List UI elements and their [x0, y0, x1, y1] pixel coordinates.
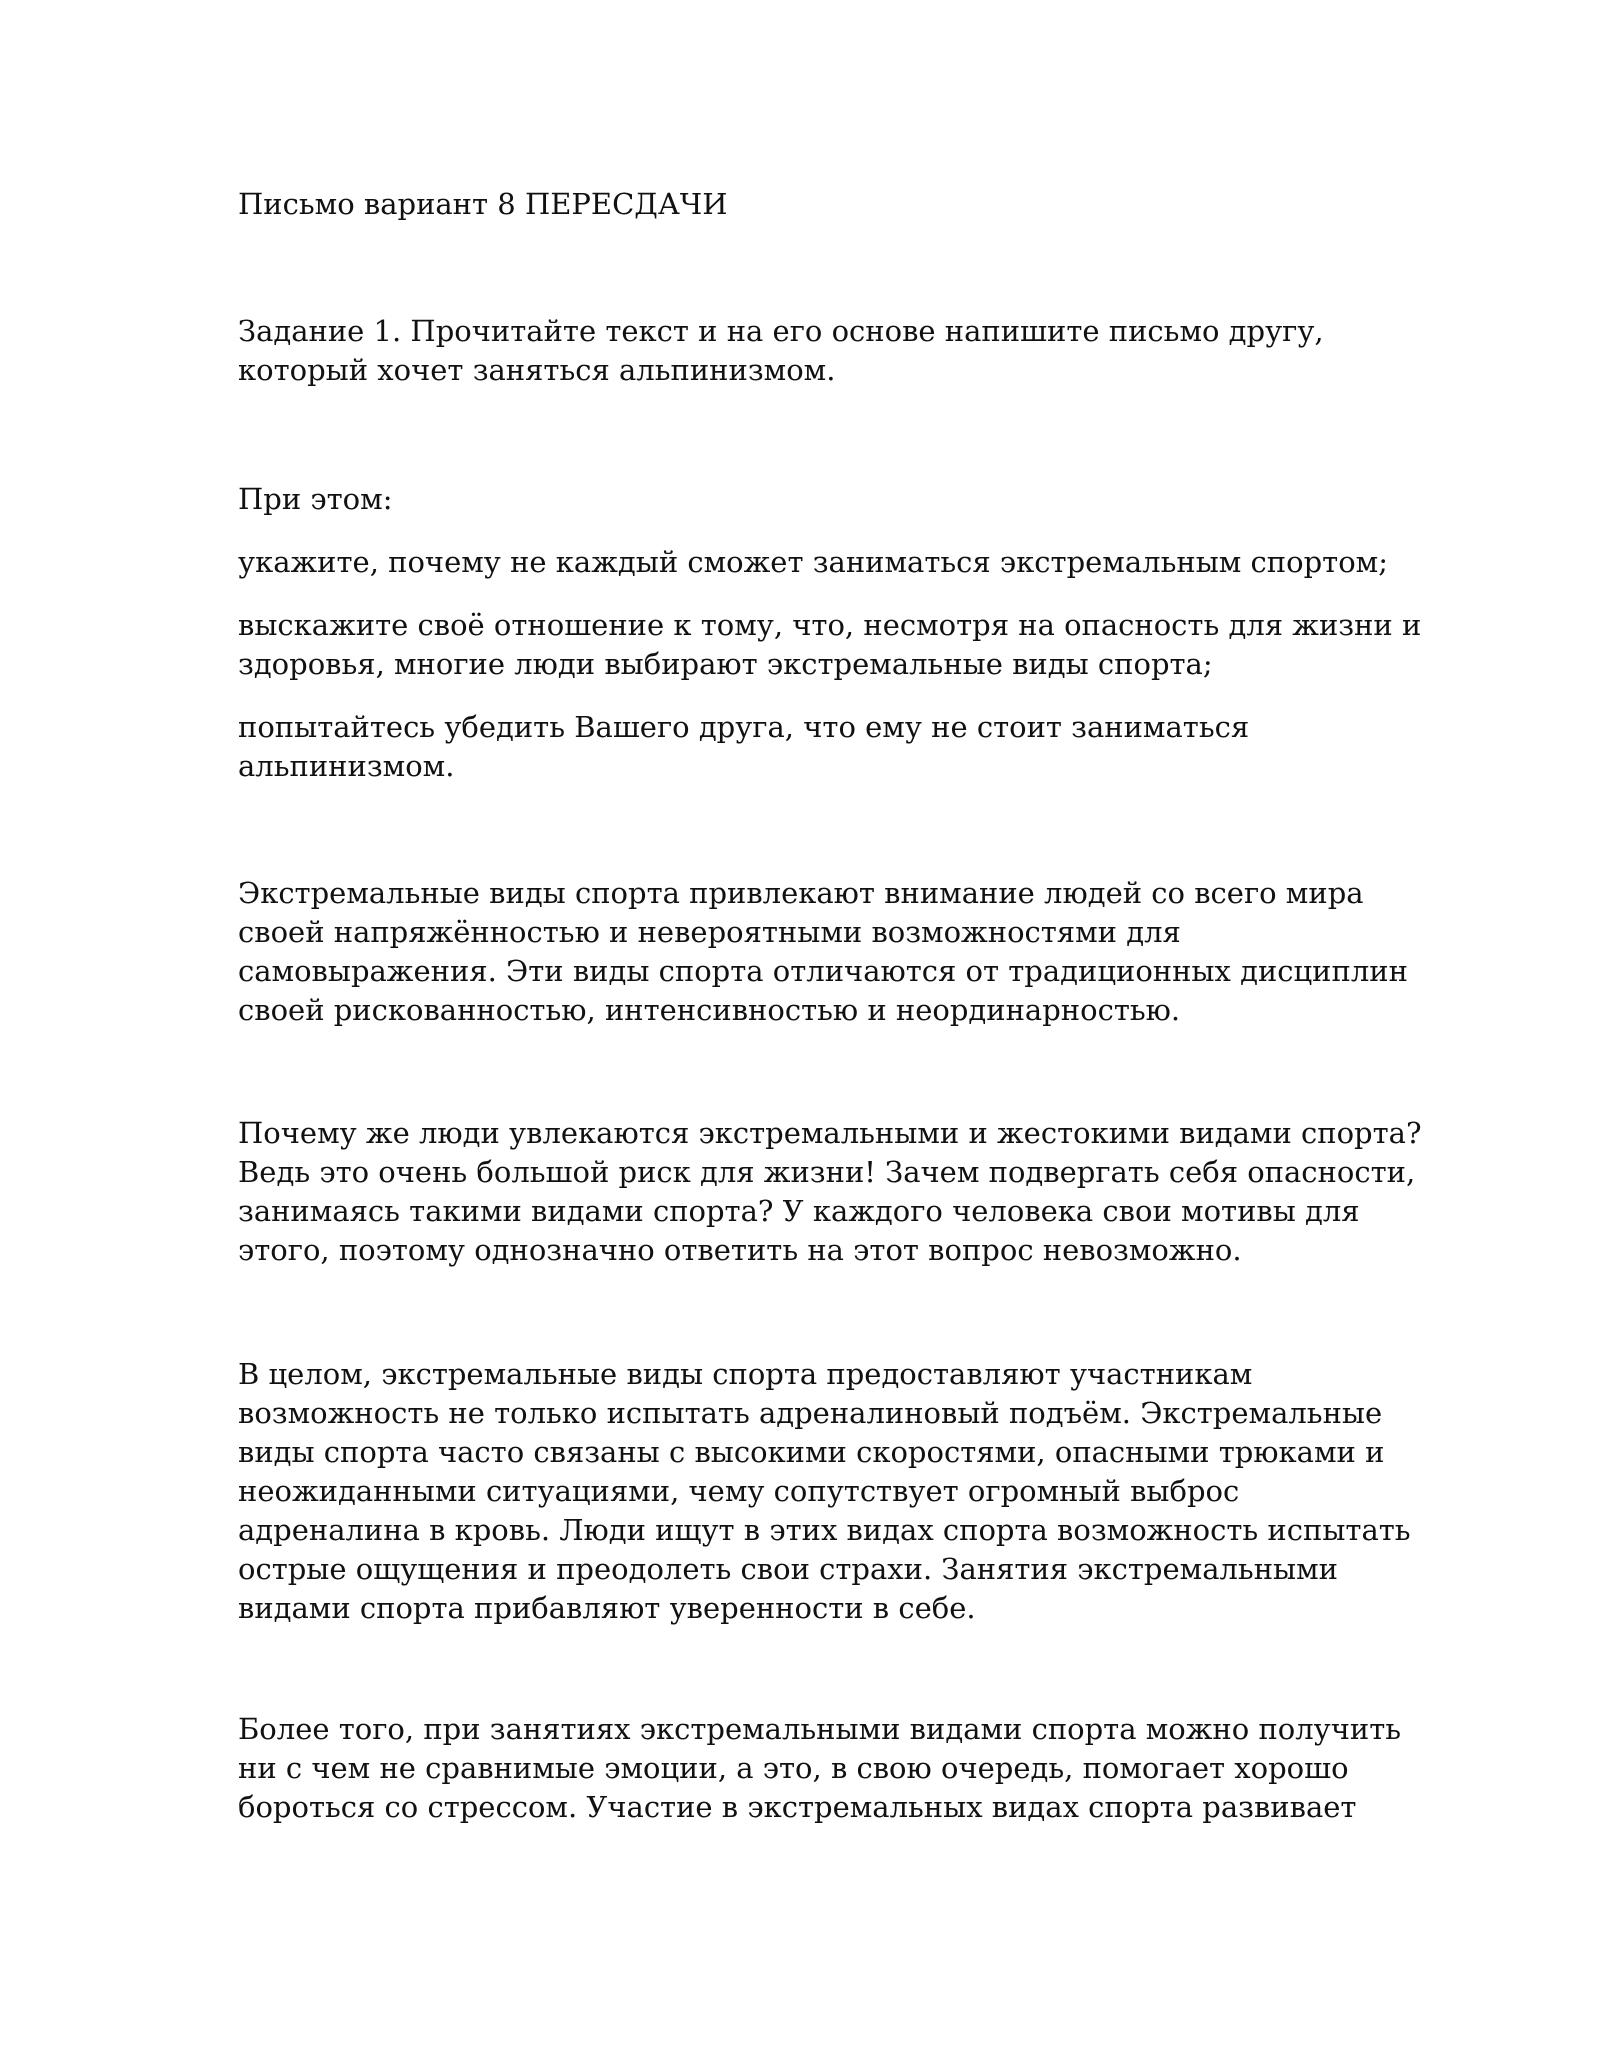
paragraph-line: этого, поэтому однозначно ответить на этот вопрос невозможно.	[238, 1233, 1242, 1267]
paragraph-line: Ведь это очень большой риск для жизни! Зачем подвергать себя опасности,	[238, 1155, 1416, 1189]
paragraph-line: своей напряжённостью и невероятными возможностями для	[238, 915, 1181, 949]
paragraph-line: неожиданными ситуациями, чему сопутствует огромный выброс	[238, 1474, 1240, 1508]
paragraph-line: своей рискованностью, интенсивностью и неординарностью.	[238, 993, 1181, 1027]
title-line: Письмо вариант 8 ПЕРЕСДАЧИ	[238, 187, 728, 221]
point-line: здоровья, многие люди выбирают экстремальные виды спорта;	[238, 647, 1213, 681]
task-line: Задание 1. Прочитайте текст и на его основе напишите письмо другу,	[238, 314, 1324, 348]
text-paragraph-1	[238, 874, 1408, 1030]
paragraph-line: бороться со стрессом. Участие в экстремальных видах спорта развивает	[238, 1790, 1357, 1824]
while-doing-line: При этом:	[238, 482, 393, 516]
text-paragraph-2	[238, 1114, 1422, 1270]
paragraph-line: острые ощущения и преодолеть свои страхи. Занятия экстремальными	[238, 1552, 1338, 1586]
while-doing-label	[238, 480, 1378, 519]
paragraph-line: самовыражения. Эти виды спорта отличаются от традиционных дисциплин	[238, 954, 1408, 988]
text-paragraph-4	[238, 1710, 1402, 1827]
point-line: попытайтесь убедить Вашего друга, что ему не стоит заниматься	[238, 710, 1250, 744]
point-line: альпинизмом.	[238, 749, 455, 783]
paragraph-line: Почему же люди увлекаются экстремальными и жестокими видами спорта?	[238, 1116, 1422, 1150]
task-point-3	[238, 708, 1378, 786]
paragraph-line: видами спорта прибавляют уверенности в себе.	[238, 1591, 976, 1625]
paragraph-line: Более того, при занятиях экстремальными видами спорта можно получить	[238, 1712, 1402, 1746]
point-line: укажите, почему не каждый сможет заниматься экстремальным спортом;	[238, 545, 1388, 579]
task-point-2	[238, 606, 1422, 684]
task-line: который хочет заняться альпинизмом.	[238, 353, 836, 387]
task-point-1	[238, 543, 1388, 582]
paragraph-line: занимаясь такими видами спорта? У каждого человека свои мотивы для	[238, 1194, 1360, 1228]
paragraph-line: ни с чем не сравнимые эмоции, а это, в свою очередь, помогает хорошо	[238, 1751, 1349, 1785]
document-title	[238, 185, 1378, 224]
paragraph-line: Экстремальные виды спорта привлекают внимание людей со всего мира	[238, 876, 1364, 910]
paragraph-line: В целом, экстремальные виды спорта предоставляют участникам	[238, 1357, 1253, 1391]
task-instruction	[238, 312, 1378, 390]
paragraph-line: виды спорта часто связаны с высокими скоростями, опасными трюками и	[238, 1435, 1385, 1469]
point-line: выскажите своё отношение к тому, что, несмотря на опасность для жизни и	[238, 608, 1422, 642]
paragraph-line: адреналина в кровь. Люди ищут в этих видах спорта возможность испытать	[238, 1513, 1411, 1547]
paragraph-line: возможность не только испытать адреналиновый подъём. Экстремальные	[238, 1396, 1383, 1430]
text-paragraph-3	[238, 1355, 1411, 1628]
